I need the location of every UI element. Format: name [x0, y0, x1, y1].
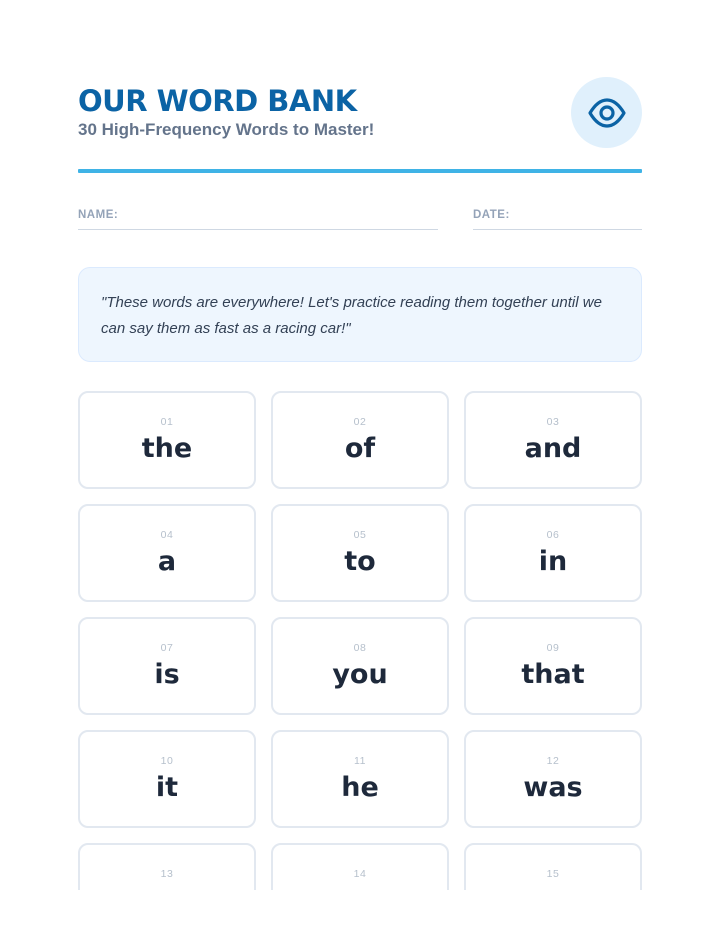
word-card [464, 617, 642, 715]
date-label: DATE: [473, 209, 510, 221]
word-number: 08 [353, 642, 367, 654]
word-card [271, 843, 449, 890]
word-number: 04 [160, 529, 174, 541]
word-number: 02 [353, 416, 367, 428]
date-line[interactable] [473, 229, 642, 230]
word-card [78, 504, 256, 602]
word-card [271, 504, 449, 602]
word-text: to [344, 546, 376, 577]
word-card [464, 730, 642, 828]
name-label: NAME: [78, 209, 119, 221]
header-rule [78, 169, 642, 173]
word-card [464, 391, 642, 489]
word-number: 14 [353, 868, 367, 880]
worksheet-page [78, 0, 642, 890]
word-number: 07 [160, 642, 174, 654]
word-text: you [332, 659, 388, 690]
word-text: a [157, 546, 177, 577]
word-card [78, 617, 256, 715]
page-title: OUR WORD BANK [78, 84, 357, 118]
word-number: 01 [160, 416, 174, 428]
eye-icon [587, 93, 627, 133]
eye-badge [571, 77, 642, 148]
word-number: 03 [546, 416, 560, 428]
word-text: of [344, 433, 376, 464]
word-text: is [154, 659, 180, 690]
word-text: the [141, 433, 193, 464]
word-number: 09 [546, 642, 560, 654]
word-card [271, 730, 449, 828]
word-text: in [538, 546, 568, 577]
word-text: that [521, 659, 585, 690]
quote-text: "These words are everywhere! Let's practice reading them together until we can say them as fast as a racing car!" [101, 294, 602, 337]
word-number: 12 [546, 755, 560, 767]
word-card [271, 391, 449, 489]
word-card [78, 730, 256, 828]
name-line[interactable] [78, 229, 438, 230]
page-subtitle: 30 High-Frequency Words to Master! [78, 120, 375, 139]
word-number: 06 [546, 529, 560, 541]
word-card [464, 843, 642, 890]
word-text: was [523, 772, 583, 803]
word-text: it [155, 772, 179, 803]
word-card [78, 843, 256, 890]
word-text: he [341, 772, 379, 803]
quote-box [78, 267, 642, 362]
word-number: 10 [160, 755, 174, 767]
word-text: and [524, 433, 582, 464]
word-card [464, 504, 642, 602]
word-card [271, 617, 449, 715]
word-number: 05 [353, 529, 367, 541]
word-card [78, 391, 256, 489]
word-number: 11 [354, 755, 366, 767]
word-number: 15 [546, 868, 560, 880]
word-number: 13 [160, 868, 174, 880]
